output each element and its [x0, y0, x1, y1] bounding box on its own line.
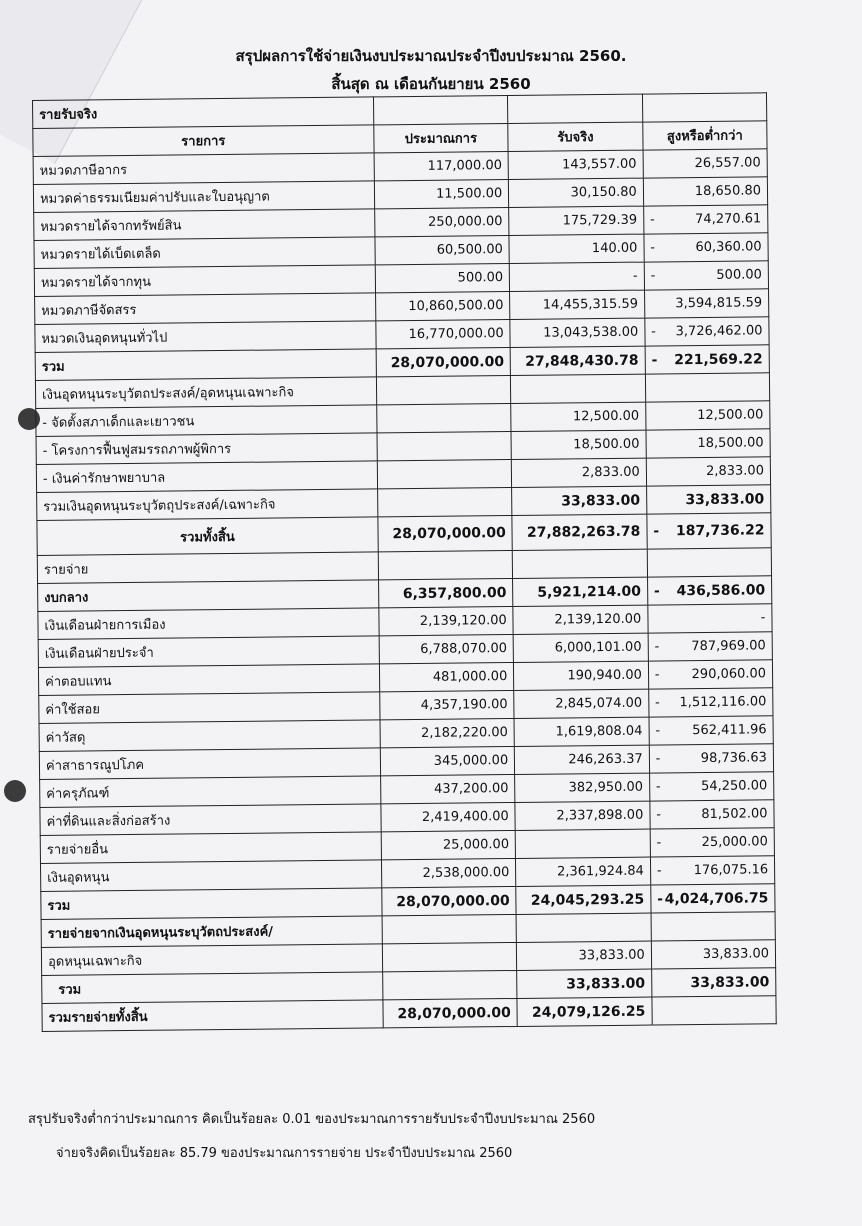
item-label-value: หมวดรายได้จากทุน	[40, 274, 152, 291]
section-label	[35, 377, 376, 409]
negative-sign: -	[651, 351, 658, 369]
difference-cell	[652, 996, 776, 1025]
difference-cell-value: 26,557.00	[694, 155, 761, 172]
empty-cell	[508, 94, 643, 123]
empty-cell	[382, 914, 517, 943]
difference-cell	[647, 576, 771, 605]
document-title: สรุปผลการใช้จ่ายเงินงบประมาณประจำปีงบประมาณ 2560.	[235, 47, 627, 65]
item-label-value: อุดหนุนเฉพาะกิจ	[47, 953, 143, 970]
actual-cell	[517, 997, 652, 1026]
budget-table	[32, 92, 777, 1032]
difference-cell-value: 3,594,815.59	[675, 295, 763, 312]
item-label	[36, 405, 377, 437]
actual-cell	[517, 941, 652, 970]
difference-cell-value: 33,833.00	[690, 973, 770, 991]
estimate-cell	[379, 690, 514, 719]
item-label	[37, 489, 378, 521]
estimate-cell-value: 481,000.00	[432, 669, 508, 685]
difference-cell-value: 12,500.00	[697, 407, 764, 424]
difference-cell-value: 33,833.00	[685, 490, 765, 508]
item-label-value: ค่าสาธารณูปโภค	[45, 757, 145, 774]
actual-cell-value: 2,337,898.00	[556, 807, 644, 824]
actual-cell-value: -	[632, 268, 638, 284]
item-label-value: เงินเดือนฝ่ายประจำ	[44, 645, 154, 662]
difference-cell-value: 562,411.96	[692, 722, 767, 739]
estimate-cell-value: 117,000.00	[427, 158, 503, 174]
item-label	[35, 349, 376, 381]
actual-cell-value: 12,500.00	[572, 408, 640, 425]
item-label	[36, 461, 377, 493]
actual-cell	[515, 745, 650, 774]
item-label-value: - โครงการฟื้นฟูสมรรถภาพผู้พิการ	[42, 441, 232, 459]
item-label-value: ค่าที่ดินและสิ่งก่อสร้าง	[46, 813, 171, 830]
item-label-value: เงินเดือนฝ่ายการเมือง	[44, 617, 166, 634]
actual-cell	[509, 178, 644, 207]
actual-cell-value: 1,619,808.04	[555, 723, 643, 740]
estimate-cell	[383, 998, 518, 1027]
item-label-value: รวมรายจ่ายทั้งสิ้น	[48, 1009, 148, 1026]
actual-cell-value: 14,455,315.59	[542, 296, 639, 313]
section-label-value: รายจ่ายจากเงินอุดหนุนระบุวัตถประสงค์/	[47, 924, 274, 942]
summary-expense: จ่ายจริงคิดเป็นร้อยละ 85.79 ของประมาณการรายจ่าย ประจำปีงบประมาณ 2560	[56, 1146, 513, 1161]
item-label-value: หมวดรายได้เบ็ดเตล็ด	[40, 246, 161, 263]
item-label	[38, 608, 379, 640]
item-label	[39, 720, 380, 752]
actual-cell	[514, 689, 649, 718]
actual-cell	[513, 605, 648, 634]
negative-sign: -	[655, 723, 661, 739]
item-label	[37, 517, 378, 556]
difference-cell-value: 81,502.00	[701, 806, 768, 823]
item-label-value: เงินอุดหนุน	[47, 870, 110, 886]
estimate-cell	[379, 606, 514, 635]
item-label-value: หมวดค่าธรรมเนียมค่าปรับและใบอนุญาต	[39, 189, 270, 207]
difference-cell	[643, 149, 767, 178]
empty-cell	[511, 374, 646, 403]
actual-cell	[510, 346, 645, 375]
difference-cell	[645, 345, 769, 374]
item-label-value: รวม	[41, 359, 65, 375]
item-label	[40, 776, 381, 808]
budget-table-body	[33, 93, 777, 1032]
difference-cell	[651, 968, 775, 997]
difference-cell-value: 2,833.00	[705, 463, 765, 479]
difference-cell-value: 60,360.00	[695, 239, 762, 256]
actual-cell	[514, 717, 649, 746]
item-label	[35, 321, 376, 353]
item-label	[40, 832, 381, 864]
difference-cell	[647, 513, 772, 549]
actual-cell-value: 18,500.00	[573, 436, 640, 453]
estimate-cell	[375, 236, 510, 265]
section-label-value: เงินอุดหนุนระบุวัตถประสงค์/อุดหนุนเฉพาะกิจ	[42, 385, 295, 403]
header-item	[33, 125, 374, 157]
empty-cell	[512, 549, 647, 578]
estimate-cell	[374, 180, 509, 209]
difference-cell-value: 500.00	[716, 267, 762, 283]
estimate-cell	[378, 515, 513, 551]
negative-sign: -	[651, 324, 657, 340]
estimate-cell	[377, 487, 512, 516]
actual-cell-value: 24,045,293.25	[530, 891, 645, 909]
difference-cell-value: 221,569.22	[674, 350, 763, 368]
difference-cell	[648, 604, 772, 633]
difference-cell	[651, 940, 775, 969]
difference-cell	[643, 177, 767, 206]
estimate-cell	[381, 858, 516, 887]
item-label	[39, 692, 380, 724]
estimate-cell-value: 28,070,000.00	[396, 892, 510, 910]
estimate-cell-value: 10,860,500.00	[408, 298, 504, 315]
empty-cell	[378, 550, 513, 579]
item-label	[35, 293, 376, 325]
actual-cell-value: 24,079,126.25	[531, 1003, 646, 1021]
document-subtitle: สิ้นสุด ณ เดือนกันยายน 2560	[331, 75, 531, 93]
estimate-cell-value: 25,000.00	[442, 837, 510, 853]
difference-cell	[645, 401, 769, 430]
difference-cell	[651, 884, 775, 913]
estimate-cell	[377, 459, 512, 488]
actual-cell	[517, 969, 652, 998]
difference-cell-value: 1,512,116.00	[679, 694, 767, 711]
estimate-cell-value: 28,070,000.00	[392, 525, 506, 543]
item-label-value: หมวดเงินอุดหนุนทั่วไป	[41, 330, 168, 347]
actual-cell-value: 27,848,430.78	[525, 352, 639, 370]
estimate-cell	[376, 404, 511, 433]
section-label-value: รายรับจริง	[39, 107, 98, 123]
actual-cell	[516, 857, 651, 886]
item-label-value: รวม	[58, 982, 82, 998]
actual-cell-value: 27,882,263.78	[526, 523, 641, 541]
difference-cell	[644, 289, 768, 318]
actual-cell	[513, 633, 648, 662]
actual-cell	[512, 458, 647, 487]
actual-cell	[512, 514, 647, 550]
estimate-cell-value: 437,200.00	[433, 781, 509, 797]
actual-cell	[508, 150, 643, 179]
actual-cell	[516, 885, 651, 914]
estimate-cell	[382, 970, 517, 999]
estimate-cell-value: 16,770,000.00	[408, 326, 504, 343]
difference-cell-value: 54,250.00	[700, 778, 768, 795]
item-label	[38, 636, 379, 668]
item-label	[41, 888, 382, 920]
header-item-value: รายการ	[181, 133, 226, 150]
actual-cell-value: 2,139,120.00	[554, 611, 642, 628]
actual-cell	[509, 234, 644, 263]
difference-cell	[649, 772, 773, 801]
actual-cell-value: 2,361,924.84	[556, 863, 644, 880]
actual-cell	[512, 486, 647, 515]
item-label-value: รวมเงินอุดหนุนระบุวัตถุประสงค์/เฉพาะกิจ	[43, 497, 276, 515]
item-label	[42, 972, 383, 1004]
difference-cell	[646, 457, 770, 486]
actual-cell	[510, 318, 645, 347]
header-actual-value: รับจริง	[557, 130, 594, 146]
difference-cell-value: 25,000.00	[701, 834, 768, 851]
estimate-cell-value: 250,000.00	[428, 214, 503, 230]
actual-cell-value: 382,950.00	[568, 779, 644, 796]
difference-cell	[648, 660, 772, 689]
item-label-value: ค่าครุภัณฑ์	[46, 786, 110, 802]
estimate-cell	[381, 886, 516, 915]
difference-cell	[643, 205, 767, 234]
negative-sign: -	[650, 212, 655, 228]
actual-cell-value: 30,150.80	[570, 184, 637, 201]
item-label	[40, 804, 381, 836]
estimate-cell-value: 500.00	[457, 270, 504, 286]
difference-cell	[644, 233, 768, 262]
estimate-cell-value: 2,139,120.00	[419, 613, 507, 629]
estimate-cell	[374, 152, 509, 181]
difference-cell	[648, 688, 772, 717]
estimate-cell	[378, 578, 513, 607]
difference-cell-value: 290,060.00	[691, 666, 767, 683]
section-label-value: รายจ่าย	[43, 562, 89, 578]
item-label-value: หมวดภาษีจัดสรร	[41, 302, 137, 319]
difference-cell	[646, 429, 770, 458]
difference-cell	[648, 632, 772, 661]
actual-cell-value: 175,729.39	[562, 212, 638, 229]
difference-cell-value: -	[760, 610, 766, 626]
difference-cell	[650, 856, 774, 885]
estimate-cell-value: 2,182,220.00	[420, 725, 508, 741]
estimate-cell	[374, 208, 509, 237]
difference-cell	[649, 716, 773, 745]
estimate-cell	[380, 746, 515, 775]
section-label	[37, 552, 378, 584]
negative-sign: -	[650, 240, 656, 256]
section-label	[41, 916, 382, 948]
header-estimate-value: ประมาณการ	[404, 131, 478, 148]
negative-sign: -	[655, 779, 661, 795]
negative-sign: -	[656, 863, 662, 879]
estimate-cell	[380, 718, 515, 747]
difference-cell-value: 18,650.80	[694, 183, 762, 200]
item-label-value: ค่าวัสดุ	[45, 730, 86, 746]
difference-cell	[646, 485, 770, 514]
difference-cell-value: 98,736.63	[700, 750, 768, 767]
empty-cell	[651, 912, 775, 941]
item-label-value: - จัดตั้งสภาเด็กและเยาวชน	[42, 414, 195, 431]
header-difference-value: สูงหรือต่ำกว่า	[666, 128, 743, 145]
estimate-cell	[379, 662, 514, 691]
empty-cell	[516, 913, 651, 942]
actual-cell	[515, 801, 650, 830]
header-estimate	[373, 124, 508, 153]
actual-cell	[511, 430, 646, 459]
punch-hole	[4, 780, 26, 802]
estimate-cell-value: 6,357,800.00	[402, 584, 507, 602]
difference-cell-value: 4,024,706.75	[664, 889, 769, 907]
negative-sign: -	[653, 582, 660, 600]
empty-cell	[373, 96, 508, 125]
header-actual	[508, 122, 643, 151]
item-label	[33, 181, 374, 213]
estimate-cell	[381, 830, 516, 859]
item-label	[38, 580, 379, 612]
estimate-cell-value: 60,500.00	[436, 242, 503, 258]
item-label	[34, 209, 375, 241]
actual-cell-value: 2,833.00	[581, 464, 640, 481]
difference-cell-value: 436,586.00	[676, 581, 766, 599]
difference-cell	[650, 800, 774, 829]
item-label-value: หมวดภาษีอากร	[39, 163, 128, 179]
estimate-cell	[377, 431, 512, 460]
empty-cell	[647, 548, 771, 577]
actual-cell-value: 6,000,101.00	[554, 639, 642, 656]
estimate-cell	[376, 320, 511, 349]
estimate-cell-value: 28,070,000.00	[390, 353, 505, 371]
actual-cell-value: 13,043,538.00	[543, 324, 639, 341]
item-label	[36, 433, 377, 465]
actual-cell	[510, 290, 645, 319]
estimate-cell-value: 6,788,070.00	[420, 641, 508, 657]
estimate-cell	[375, 292, 510, 321]
empty-cell	[642, 93, 766, 122]
difference-cell-value: 3,726,462.00	[675, 323, 763, 340]
difference-cell-value: 176,075.16	[693, 862, 769, 879]
item-label-value: ค่าตอบแทน	[45, 674, 112, 690]
difference-cell	[650, 828, 774, 857]
item-label-value: รวม	[47, 898, 71, 914]
actual-cell	[515, 773, 650, 802]
estimate-cell-value: 345,000.00	[433, 753, 509, 769]
negative-sign: -	[650, 268, 656, 284]
difference-cell	[649, 744, 773, 773]
actual-cell-value: 33,833.00	[561, 492, 641, 509]
difference-cell-value: 187,736.22	[675, 522, 765, 540]
actual-cell	[515, 829, 650, 858]
item-label-value: - เงินค่ารักษาพยาบาล	[42, 470, 166, 487]
empty-cell	[645, 373, 769, 402]
item-label-value: หมวดรายได้จากทรัพย์สิน	[40, 218, 182, 235]
estimate-cell-value: 11,500.00	[436, 186, 503, 202]
actual-cell-value: 190,940.00	[567, 667, 642, 684]
item-label	[42, 1000, 383, 1032]
actual-cell-value: 143,557.00	[561, 156, 637, 173]
estimate-cell	[379, 634, 514, 663]
item-label	[38, 664, 379, 696]
estimate-cell	[375, 264, 510, 293]
estimate-cell-value: 2,419,400.00	[421, 809, 509, 825]
item-label-value: ค่าใช้สอย	[45, 702, 100, 718]
estimate-cell	[381, 802, 516, 831]
negative-sign: -	[655, 695, 660, 711]
difference-cell-value: 74,270.61	[695, 211, 762, 228]
negative-sign: -	[654, 667, 660, 683]
header-difference	[643, 121, 767, 150]
estimate-cell	[382, 942, 517, 971]
actual-cell-value: 140.00	[591, 240, 638, 257]
empty-cell	[376, 376, 511, 405]
difference-cell-value: 33,833.00	[702, 946, 770, 963]
actual-cell	[514, 661, 649, 690]
actual-cell-value: 246,263.37	[568, 751, 643, 768]
estimate-cell	[380, 774, 515, 803]
item-label	[33, 153, 374, 185]
estimate-cell-value: 28,070,000.00	[397, 1004, 511, 1022]
negative-sign: -	[656, 807, 662, 823]
actual-cell	[513, 577, 648, 606]
estimate-cell-value: 2,538,000.00	[422, 865, 510, 881]
actual-cell-value: 2,845,074.00	[555, 695, 643, 712]
actual-cell-value: 5,921,214.00	[537, 583, 642, 601]
item-label-value: รวมทั้งสิ้น	[180, 529, 235, 545]
item-label-value: งบกลาง	[44, 590, 89, 606]
difference-cell	[645, 317, 769, 346]
estimate-cell	[376, 348, 511, 377]
negative-sign: -	[656, 835, 662, 851]
item-label	[34, 237, 375, 269]
negative-sign: -	[657, 890, 664, 907]
negative-sign: -	[653, 523, 660, 540]
estimate-cell-value: 4,357,190.00	[420, 697, 508, 713]
summary-income: สรุปรับจริงต่ำกว่าประมาณการ คิดเป็นร้อยละ 0.01 ของประมาณการรายรับประจำปีงบประมาณ 2560	[28, 1112, 596, 1127]
item-label	[34, 265, 375, 297]
item-label	[40, 860, 381, 892]
item-label-value: รายจ่ายอื่น	[46, 842, 109, 858]
actual-cell-value: 33,833.00	[566, 975, 646, 992]
negative-sign: -	[655, 751, 661, 767]
item-label	[39, 748, 380, 780]
difference-cell-value: 787,969.00	[691, 638, 766, 655]
item-label	[41, 944, 382, 976]
difference-cell	[644, 261, 768, 290]
actual-cell	[511, 402, 646, 431]
difference-cell-value: 18,500.00	[697, 435, 764, 452]
section-label	[33, 97, 374, 129]
actual-cell	[509, 262, 644, 291]
negative-sign: -	[654, 639, 660, 655]
actual-cell	[509, 206, 644, 235]
actual-cell-value: 33,833.00	[578, 947, 645, 964]
